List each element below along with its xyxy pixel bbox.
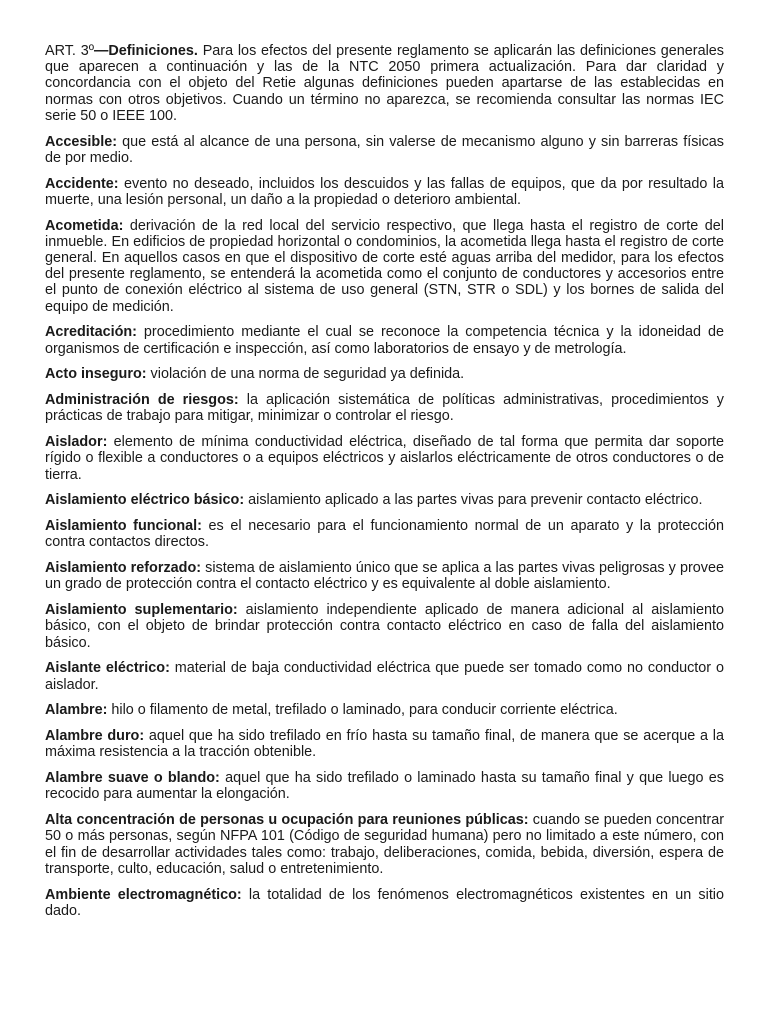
article-heading: Definiciones. (108, 43, 198, 59)
definition-text: la totalidad de los fenómenos electromagnéticos existentes en un sitio dado. (45, 886, 725, 919)
article-dash: — (93, 43, 109, 59)
definition-text: sistema de aislamiento único que se aplica a las partes vivas peligrosas y provee un grado de protección contra el contacto eléctrico y es equivalente al doble aislamiento. (45, 560, 724, 593)
definition-entry (45, 218, 724, 315)
definition-text: aquel que ha sido trefilado en frío hasta su tamaño final, de manera que se acerque a la máxima resistencia a la tracción obtenible. (45, 728, 724, 761)
definition-term: Aislante eléctrico: (45, 660, 170, 677)
article-intro (45, 43, 724, 124)
definition-term: Accesible: (45, 133, 117, 150)
definition-entry (45, 324, 724, 356)
definition-text: que está al alcance de una persona, sin valerse de mecanismo alguno y sin barreras físicas de por medio. (45, 133, 724, 166)
definition-term: Ambiente electromagnético: (45, 886, 242, 903)
definition-text: hilo o filamento de metal, trefilado o laminado, para conducir corriente eléctrica. (107, 702, 618, 719)
definition-term: Aislamiento eléctrico básico: (45, 492, 245, 509)
definition-entry (45, 176, 724, 208)
definition-text: aquel que ha sido trefilado o laminado hasta su tamaño final y que luego es recocido para aumentar la elongación. (45, 770, 724, 803)
definition-entry (45, 560, 724, 592)
definition-entry (45, 434, 724, 483)
definition-text: elemento de mínima conductividad eléctrica, diseñado de tal forma que permita dar soporte rígido o flexible a conductores o a equipos eléctricos y aislarlos eléctricamente de otros conductores o de tierra. (45, 434, 724, 483)
definition-term: Alambre suave o blando: (45, 770, 220, 787)
definition-entry (45, 602, 724, 651)
definition-text: aislamiento aplicado a las partes vivas para prevenir contacto eléctrico. (244, 492, 703, 509)
definition-term: Aislamiento reforzado: (45, 560, 202, 577)
definition-term: Alta concentración de personas u ocupación para reuniones públicas: (45, 812, 529, 829)
definition-term: Acometida: (45, 217, 124, 234)
definition-text: la aplicación sistemática de políticas administrativas, procedimientos y prácticas de trabajo para mitigar, minimizar o controlar el riesgo. (45, 392, 724, 425)
definition-term: Aislamiento funcional: (45, 518, 202, 535)
definition-term: Acreditación: (45, 324, 137, 341)
definition-text: evento no deseado, incluidos los descuidos y las fallas de equipos, que da por resultado la muerte, una lesión personal, un daño a la propiedad o deterioro ambiental. (45, 175, 724, 208)
definition-term: Administración de riesgos: (45, 392, 239, 409)
definition-text: procedimiento mediante el cual se reconoce la competencia técnica y la idoneidad de organismos de certificación e inspección, así como laboratorios de ensayo y de metrología. (45, 324, 724, 357)
definition-term: Aislador: (45, 434, 108, 451)
definition-text: derivación de la red local del servicio respectivo, que llega hasta el registro de corte del inmueble. En edificios de propiedad horizontal o condominios, la acometida llega hasta el registro de corte general. En aquellos casos en que el dispositivo de corte esté aguas arriba del medidor, para los efectos del presente reglamento, se entenderá la acometida como el conjunto de conductores y accesorios entre el punto de conexión eléctrico al sistema de uso general (STN, STR o SDL) y los bornes de salida del equipo de medición. (45, 217, 724, 315)
article-intro-text: Para los efectos del presente reglamento se aplicarán las definiciones generales que aparecen a continuación y las de la NTC 2050 primera actualización. Para dar claridad y concordancia con el objeto del Retie algunas definiciones pueden apartarse de las establecidas en normas con otros objetivos. Cuando un término no aparezca, se recomienda consultar las normas IEC serie 50 o IEEE 100. (45, 43, 725, 124)
definition-entry (45, 660, 724, 692)
definition-entry (45, 728, 724, 760)
definition-text: violación de una norma de seguridad ya definida. (146, 366, 465, 383)
definition-text: material de baja conductividad eléctrica que puede ser tomado como no conductor o aislador. (45, 660, 724, 693)
definition-entry (45, 518, 724, 550)
definition-entry (45, 770, 724, 802)
definition-entry (45, 812, 724, 877)
definition-entry (45, 134, 724, 166)
definition-text: es el necesario para el funcionamiento normal de un aparato y la protección contra contactos directos. (45, 518, 724, 551)
definition-term: Aislamiento suplementario: (45, 602, 238, 619)
definition-entry (45, 392, 724, 424)
definition-text: cuando se pueden concentrar 50 o más personas, según NFPA 101 (Código de seguridad humana) pero no limitado a este número, con el fin de desarrollar actividades tales como: trabajo, deliberaciones, comida, bebida, diversión, espera de transporte, culto, educación, salud o entretenimiento. (45, 812, 724, 877)
definition-text: aislamiento independiente aplicado de manera adicional al aislamiento básico, con el objeto de brindar protección contra contacto eléctrico en caso de falla del aislamiento básico. (45, 602, 724, 651)
definition-entry (45, 887, 724, 919)
definition-entry (45, 492, 724, 508)
definition-entry (45, 702, 724, 718)
definition-term: Alambre: (45, 702, 108, 719)
article-number: ART. 3º (45, 43, 94, 59)
definition-term: Alambre duro: (45, 728, 145, 745)
definition-entry (45, 366, 724, 382)
definition-term: Accidente: (45, 175, 119, 192)
definition-term: Acto inseguro: (45, 366, 147, 383)
